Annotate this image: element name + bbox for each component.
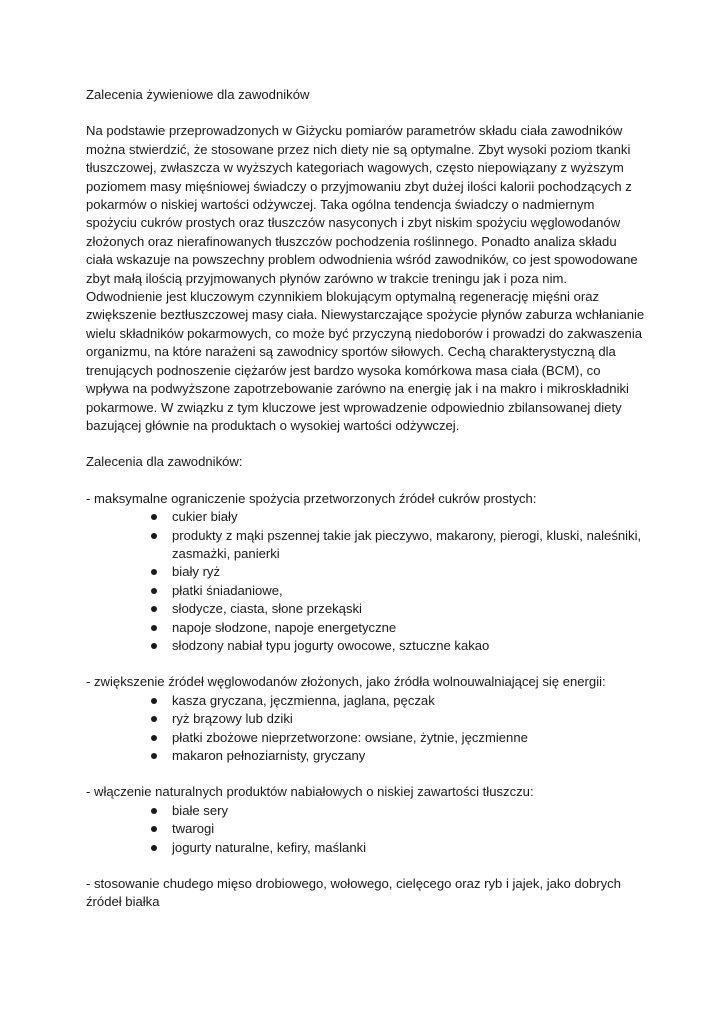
group-heading: - zwiększenie źródeł węglowodanów złożonych, jako źródła wolnouwalniającej się energii:	[86, 674, 606, 690]
bullet-icon	[151, 753, 157, 759]
document-title: Zalecenia żywieniowe dla zawodników	[86, 87, 310, 102]
bullet-icon	[151, 533, 157, 539]
bullet-icon	[151, 588, 157, 594]
list-item: płatki śniadaniowe,	[172, 582, 646, 600]
bullet-icon	[151, 606, 157, 612]
bullet-icon	[151, 716, 157, 722]
bullet-icon	[151, 698, 157, 704]
bullet-icon	[151, 569, 157, 575]
list-item: płatki zbożowe nieprzetworzone: owsiane, żytnie, jęczmienne	[172, 729, 646, 747]
list-item: biały ryż	[172, 563, 646, 581]
closing-recommendation: - stosowanie chudego mięso drobiowego, wołowego, cielęcego oraz ryb i jajek, jako dobrych źródeł białka	[86, 876, 621, 910]
list-item: słodzony nabiał typu jogurty owocowe, sztuczne kakao	[172, 637, 646, 655]
bullet-icon	[151, 735, 157, 741]
list-item: jogurty naturalne, kefiry, maślanki	[172, 839, 646, 857]
list-item: makaron pełnoziarnisty, gryczany	[172, 747, 646, 765]
bullet-icon	[151, 625, 157, 631]
bullet-list	[86, 692, 646, 766]
intro-paragraph: Na podstawie przeprowadzonych w Giżycku pomiarów parametrów składu ciała zawodników można stwierdzić, że stosowane przez nich diety nie są optymalne. Zbyt wysoki poziom tkanki tłuszczowej, zwłaszcza w wyższych kategoriach wagowych, często niepowiązany z wyższym poziomem masy mięśniowej świadczy o przyjmowaniu zbyt dużej ilości kalorii pochodzących z pokarmów o niskiej wartości odżywczej. Taka ogólna tendencja świadczy o nadmiernym spożyciu cukrów prostych oraz tłuszczów nasyconych i zbyt niskim spożyciu węglowodanów złożonych oraz nierafinowanych tłuszczów pochodzenia roślinnego. Ponadto analiza składu ciała wskazuje na powszechny problem odwodnienia wśród zawodników, co jest spowodowane zbyt małą ilością przyjmowanych płynów zarówno w trakcie treningu jak i poza nim. Odwodnienie jest kluczowym czynnikiem blokującym optymalną regenerację mięśni oraz zwiększenie beztłuszczowej masy ciała. Niewystarczające spożycie płynów zaburza wchłanianie wielu składników pokarmowych, co może być przyczyną niedoborów i prowadzi do zakwaszenia organizmu, na które narażeni są zawodnicy sportów siłowych. Cechą charakterystyczną dla trenujących podnoszenie ciężarów jest bardzo wysoka komórkowa masa ciała (BCM), co wpływa na podwyższone zapotrzebowanie zarówno na energię jak i na makro i mikroskładniki pokarmowe. W związku z tym kluczowe jest wprowadzenie odpowiednio zbilansowanej diety bazującej głównie na produktach o wysokiej wartości odżywczej.	[86, 123, 645, 433]
list-item: napoje słodzone, napoje energetyczne	[172, 619, 646, 637]
bullet-icon	[151, 845, 157, 851]
list-item: słodycze, ciasta, słone przekąski	[172, 600, 646, 618]
bullet-icon	[151, 643, 157, 649]
document-page	[86, 86, 646, 912]
bullet-list	[86, 802, 646, 857]
bullet-icon	[151, 808, 157, 814]
group-complex-carbs	[86, 673, 646, 765]
bullet-icon	[151, 514, 157, 520]
bullet-icon	[151, 826, 157, 832]
list-item: białe sery	[172, 802, 646, 820]
bullet-list	[86, 508, 646, 655]
group-simple-sugars	[86, 490, 646, 656]
group-dairy	[86, 783, 646, 857]
group-heading: - włączenie naturalnych produktów nabiałowych o niskiej zawartości tłuszczu:	[86, 784, 534, 800]
list-item: ryż brązowy lub dziki	[172, 710, 646, 728]
list-item: twarogi	[172, 820, 646, 838]
list-item: kasza gryczana, jęczmienna, jaglana, pęczak	[172, 692, 646, 710]
list-item: produkty z mąki pszennej takie jak pieczywo, makarony, pierogi, kluski, naleśniki, zasmażki, panierki	[172, 527, 646, 564]
recommendations-heading: Zalecenia dla zawodników:	[86, 454, 243, 470]
list-item: cukier biały	[172, 508, 646, 526]
group-heading: - maksymalne ograniczenie spożycia przetworzonych źródeł cukrów prostych:	[86, 490, 537, 506]
